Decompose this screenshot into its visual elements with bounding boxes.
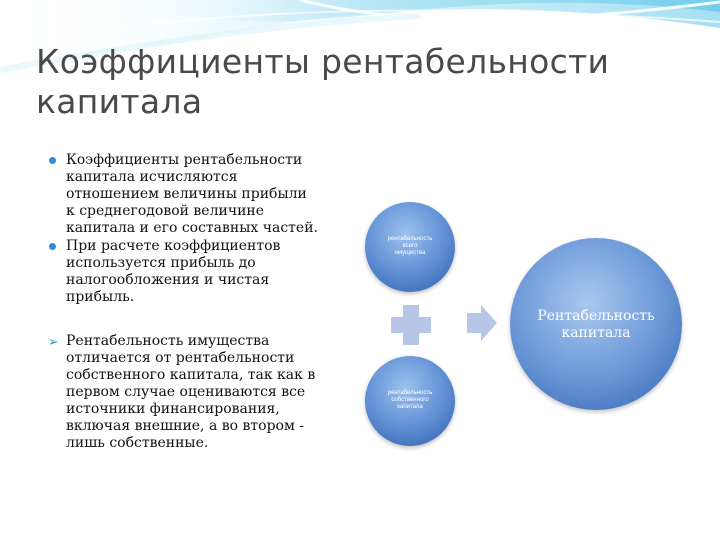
title-line: капитала — [36, 82, 203, 121]
bullet-line: включая внешние, а во втором - — [66, 418, 305, 434]
circle-capital-profitability-label — [526, 308, 666, 342]
circle-label-line: капитала — [561, 325, 631, 341]
bullet-item — [48, 333, 348, 452]
bullet-item — [48, 238, 348, 306]
bullet-item — [48, 152, 348, 237]
bullet-list — [48, 152, 348, 452]
plus-icon — [391, 305, 431, 345]
bullet-line: При расчете коэффициентов — [66, 238, 281, 254]
bullet-line: лишь собственные. — [66, 435, 209, 451]
circle-total-assets-label — [370, 236, 450, 257]
bullet-line: отличается от рентабельности — [66, 350, 295, 366]
dot-bullet-icon — [49, 157, 56, 164]
right-arrow-icon — [467, 305, 497, 341]
slide-title — [36, 42, 696, 122]
bullet-line: отношением величины прибыли — [66, 186, 307, 202]
circle-label-line: Рентабельность — [537, 308, 655, 324]
dot-bullet-icon — [49, 243, 56, 250]
bullet-line: капитала исчисляются — [66, 169, 238, 185]
arrow-bullet-icon: ➢ — [48, 335, 59, 350]
circle-equity-label — [370, 390, 450, 411]
bullet-line: используется прибыль до — [66, 255, 256, 271]
bullet-line: собственного капитала, так как в — [66, 367, 316, 383]
title-line: Коэффициенты рентабельности — [36, 42, 610, 81]
circle-label-line: собственного — [391, 397, 429, 403]
bullet-line: первом случае оцениваются все — [66, 384, 306, 400]
circle-label-line: имущества — [394, 250, 426, 256]
circle-label-line: всего — [402, 243, 418, 249]
bullet-line: Коэффициенты рентабельности — [66, 152, 303, 168]
circle-label-line: рентабельность — [387, 236, 433, 242]
bullet-line: Рентабельность имущества — [66, 333, 270, 349]
circle-label-line: капитала — [397, 404, 423, 410]
bullet-line: капитала и его составных частей. — [66, 220, 318, 236]
bullet-line: налогообложения и чистая — [66, 272, 270, 288]
bullet-line: к среднегодовой величине — [66, 203, 265, 219]
circle-label-line: рентабельность — [387, 390, 433, 396]
bullet-line: источники финансирования, — [66, 401, 280, 417]
bullet-line: прибыль. — [66, 289, 135, 305]
